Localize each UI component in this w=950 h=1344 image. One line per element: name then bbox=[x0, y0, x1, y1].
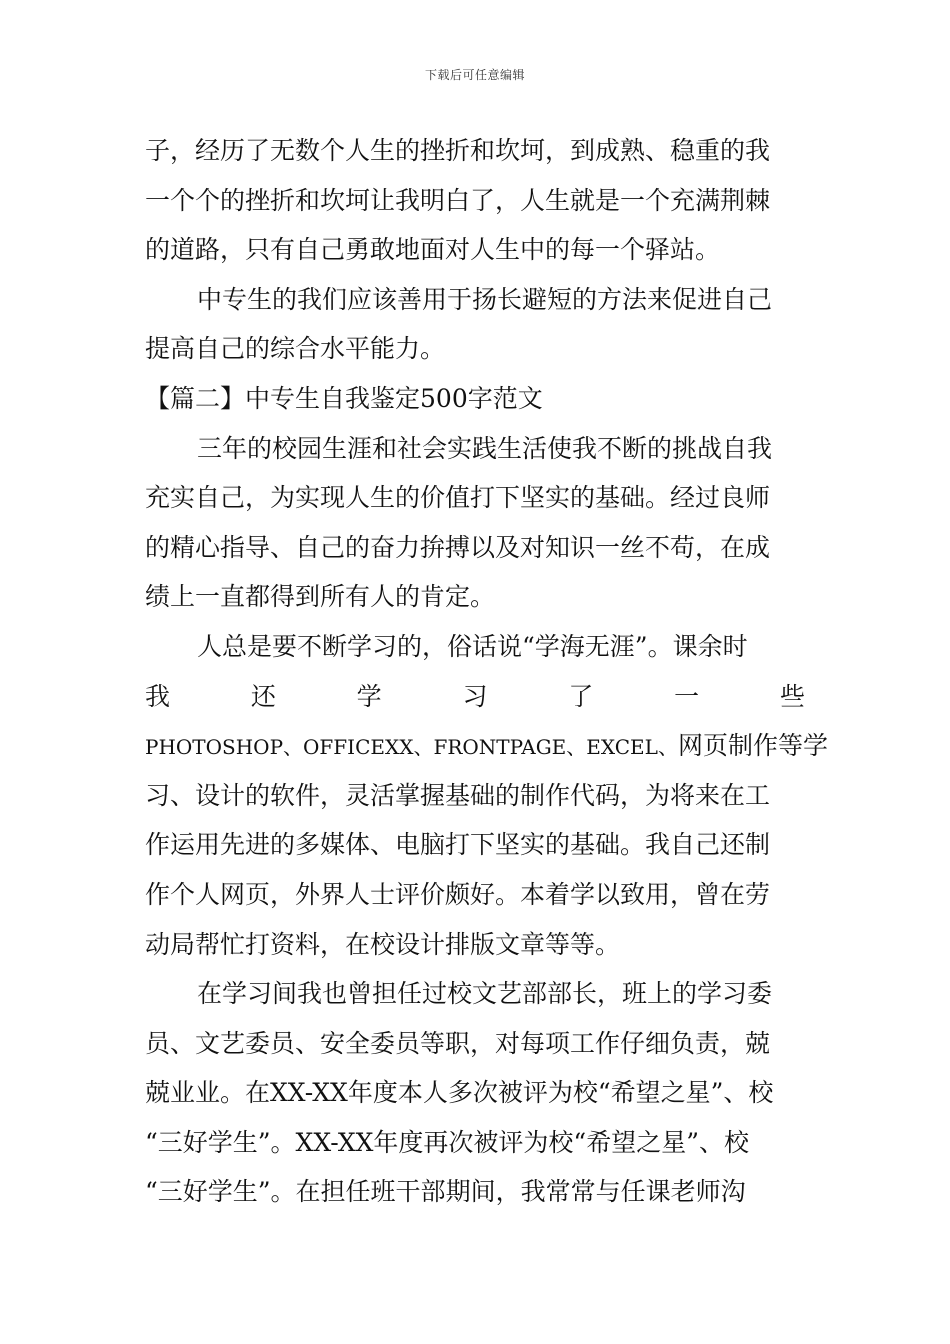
paragraph-line: 动局帮忙打资料，在校设计排版文章等等。 bbox=[145, 929, 621, 959]
paragraph-line: 的道路，只有自己勇敢地面对人生中的每一个驿站。 bbox=[145, 235, 721, 265]
paragraph-text: 网页制作等学 bbox=[677, 731, 828, 761]
justified-word: 习 bbox=[462, 681, 488, 711]
paragraph-line: “三好学生”。在担任班干部期间，我常常与任课老师沟 bbox=[145, 1177, 746, 1207]
paragraph-line: 充实自己，为实现人生的价值打下坚实的基础。经过良师 bbox=[145, 483, 771, 513]
paragraph-line: 习、设计的软件，灵活掌握基础的制作代码，为将来在工 bbox=[145, 780, 771, 810]
paragraph-line: 人总是要不断学习的，俗话说“学海无涯”。课余时 bbox=[197, 631, 748, 661]
justified-word: 些 bbox=[779, 681, 805, 711]
software-list: PHOTOSHOP、OFFICEXX、FRONTPAGE、EXCEL、 bbox=[145, 735, 678, 760]
document-body bbox=[145, 126, 828, 1217]
paragraph-line: 作个人网页，外界人士评价颇好。本着学以致用，曾在劳 bbox=[145, 879, 771, 909]
paragraph-line: 中专生的我们应该善用于扬长避短的方法来促进自己 bbox=[197, 284, 773, 314]
paragraph-line: 员、文艺委员、安全委员等职，对每项工作仔细负责，兢 bbox=[145, 1028, 771, 1058]
section-heading: 【篇二】中专生自我鉴定500字范文 bbox=[145, 383, 543, 413]
paragraph-line: 绩上一直都得到所有人的肯定。 bbox=[145, 582, 496, 612]
paragraph-line: 子，经历了无数个人生的挫折和坎坷，到成熟、稳重的我 bbox=[145, 136, 771, 165]
justified-word: 我 bbox=[145, 681, 171, 711]
justified-word: 了 bbox=[568, 681, 594, 711]
justified-line bbox=[145, 672, 805, 722]
paragraph-line: 兢业业。在XX-XX年度本人多次被评为校“希望之星”、校 bbox=[145, 1078, 774, 1108]
paragraph-line: 提高自己的综合水平能力。 bbox=[145, 334, 446, 364]
paragraph-line: 的精心指导、自己的奋力拚搏以及对知识一丝不苟，在成 bbox=[145, 532, 771, 562]
paragraph-line: “三好学生”。XX-XX年度再次被评为校“希望之星”、校 bbox=[145, 1127, 749, 1157]
justified-word: 学 bbox=[356, 681, 382, 711]
page-header: 下载后可任意编辑 bbox=[424, 68, 525, 82]
justified-word: 一 bbox=[674, 681, 700, 711]
paragraph-line: 三年的校园生涯和社会实践生活使我不断的挑战自我 bbox=[197, 433, 773, 463]
paragraph-line bbox=[145, 721, 828, 771]
paragraph-line: 在学习间我也曾担任过校文艺部部长，班上的学习委 bbox=[197, 979, 773, 1009]
paragraph-line: 一个个的挫折和坎坷让我明白了，人生就是一个充满荆棘 bbox=[145, 185, 771, 215]
justified-word: 还 bbox=[250, 681, 276, 711]
paragraph-line: 作运用先进的多媒体、电脑打下坚实的基础。我自己还制 bbox=[145, 830, 771, 860]
